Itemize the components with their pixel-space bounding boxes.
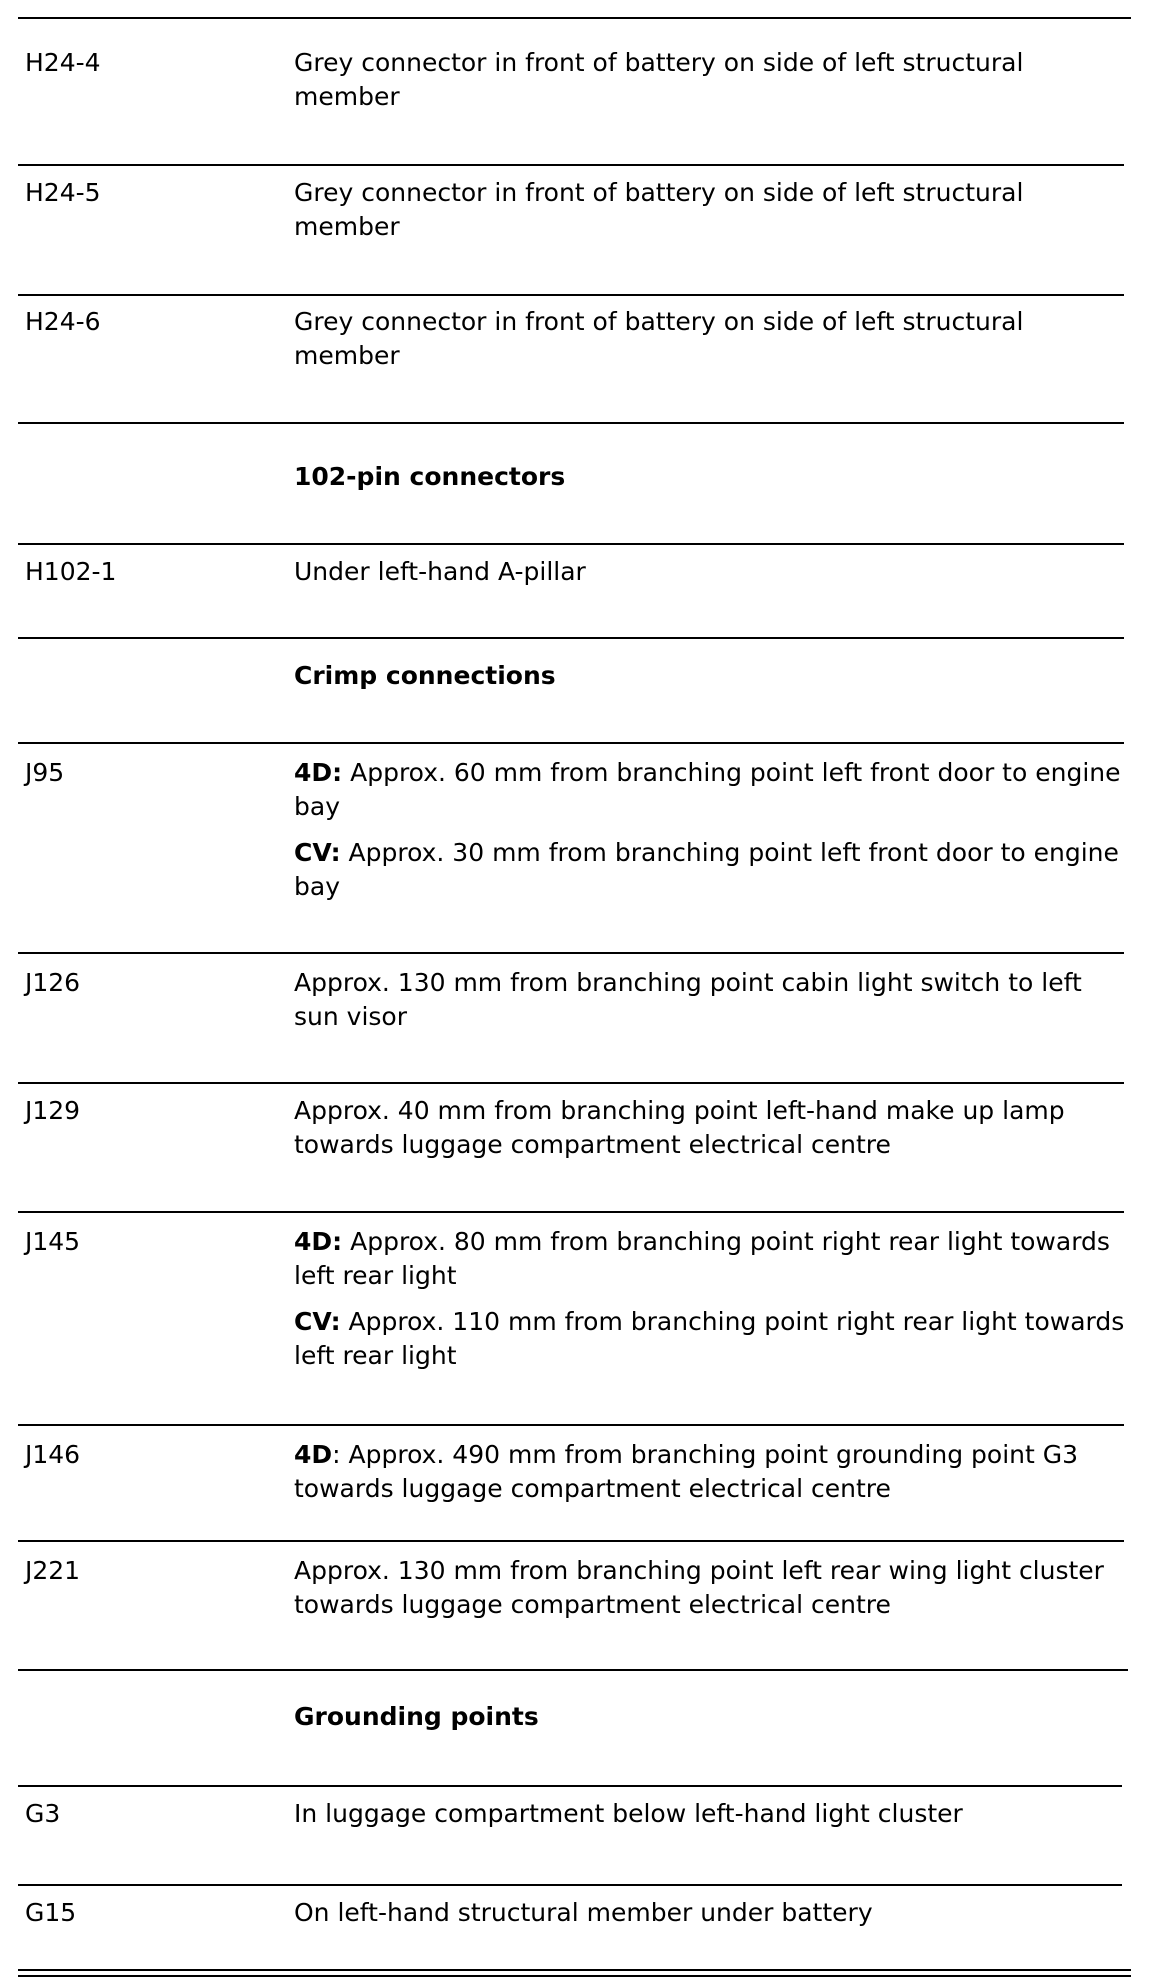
variant-label-4d: 4D: [294,758,343,787]
connector-code-j145: J145 [25,1227,81,1256]
table-rule [18,164,1124,166]
connector-location-j146 [294,1438,1126,1506]
table-rule [18,1969,1131,1971]
table-rule [18,1424,1124,1426]
connector-location-j126: Approx. 130 mm from branching point cabin light switch to left sun visor [294,968,1082,1031]
connector-location-h24-5: Grey connector in front of battery on side of left structural member [294,178,1024,241]
connector-code-j129: J129 [25,1096,81,1125]
variant-text-cv: Approx. 110 mm from branching point right rear light towards left rear light [294,1307,1125,1370]
variant-text-cv: Approx. 30 mm from branching point left front door to engine bay [294,838,1119,901]
variant-label-4d: 4D [294,1440,333,1469]
variant-text-4d: : Approx. 490 mm from branching point grounding point G3 towards luggage compartment electrical centre [294,1440,1079,1503]
connector-code-h102-1: H102-1 [25,557,117,586]
connector-location-j145 [294,1225,1126,1373]
connector-code-h24-6: H24-6 [25,307,101,336]
connector-code-j95: J95 [25,758,65,787]
table-rule [18,422,1124,424]
connector-location-h24-4: Grey connector in front of battery on side of left structural member [294,48,1024,111]
connector-location-g3: In luggage compartment below left-hand light cluster [294,1799,963,1828]
connector-location-h24-6: Grey connector in front of battery on side of left structural member [294,307,1024,370]
connector-location-g15: On left-hand structural member under battery [294,1898,873,1927]
table-rule [18,17,1131,19]
connector-location-j95 [294,756,1126,904]
connector-code-j146: J146 [25,1440,81,1469]
table-rule [18,1082,1124,1084]
variant-text-4d: Approx. 60 mm from branching point left front door to engine bay [294,758,1121,821]
table-rule [18,1540,1124,1542]
table-rule [18,1669,1128,1671]
table-rule [18,543,1124,545]
connector-code-g3: G3 [25,1799,61,1828]
connector-code-h24-4: H24-4 [25,48,101,77]
table-rule [18,742,1124,744]
table-rule [18,1211,1124,1213]
table-rule [18,1975,1131,1977]
table-rule [18,294,1124,296]
section-heading-102-pin: 102-pin connectors [294,462,566,491]
section-heading-crimp: Crimp connections [294,661,556,690]
connector-location-j129: Approx. 40 mm from branching point left-hand make up lamp towards luggage compartment electrical centre [294,1096,1065,1159]
variant-label-cv: CV: [294,838,341,867]
table-rule [18,1785,1122,1787]
connector-code-h24-5: H24-5 [25,178,101,207]
section-heading-grounding: Grounding points [294,1702,539,1731]
variant-text-4d: Approx. 80 mm from branching point right rear light towards left rear light [294,1227,1110,1290]
connector-code-j126: J126 [25,968,81,997]
connector-code-g15: G15 [25,1898,77,1927]
variant-label-cv: CV: [294,1307,341,1336]
connector-location-h102-1: Under left-hand A-pillar [294,557,586,586]
connector-location-j221: Approx. 130 mm from branching point left rear wing light cluster towards luggage compartment electrical centre [294,1556,1104,1619]
table-rule [18,952,1124,954]
connector-code-j221: J221 [25,1556,81,1585]
variant-label-4d: 4D: [294,1227,343,1256]
table-rule [18,637,1124,639]
table-rule [18,1884,1122,1886]
